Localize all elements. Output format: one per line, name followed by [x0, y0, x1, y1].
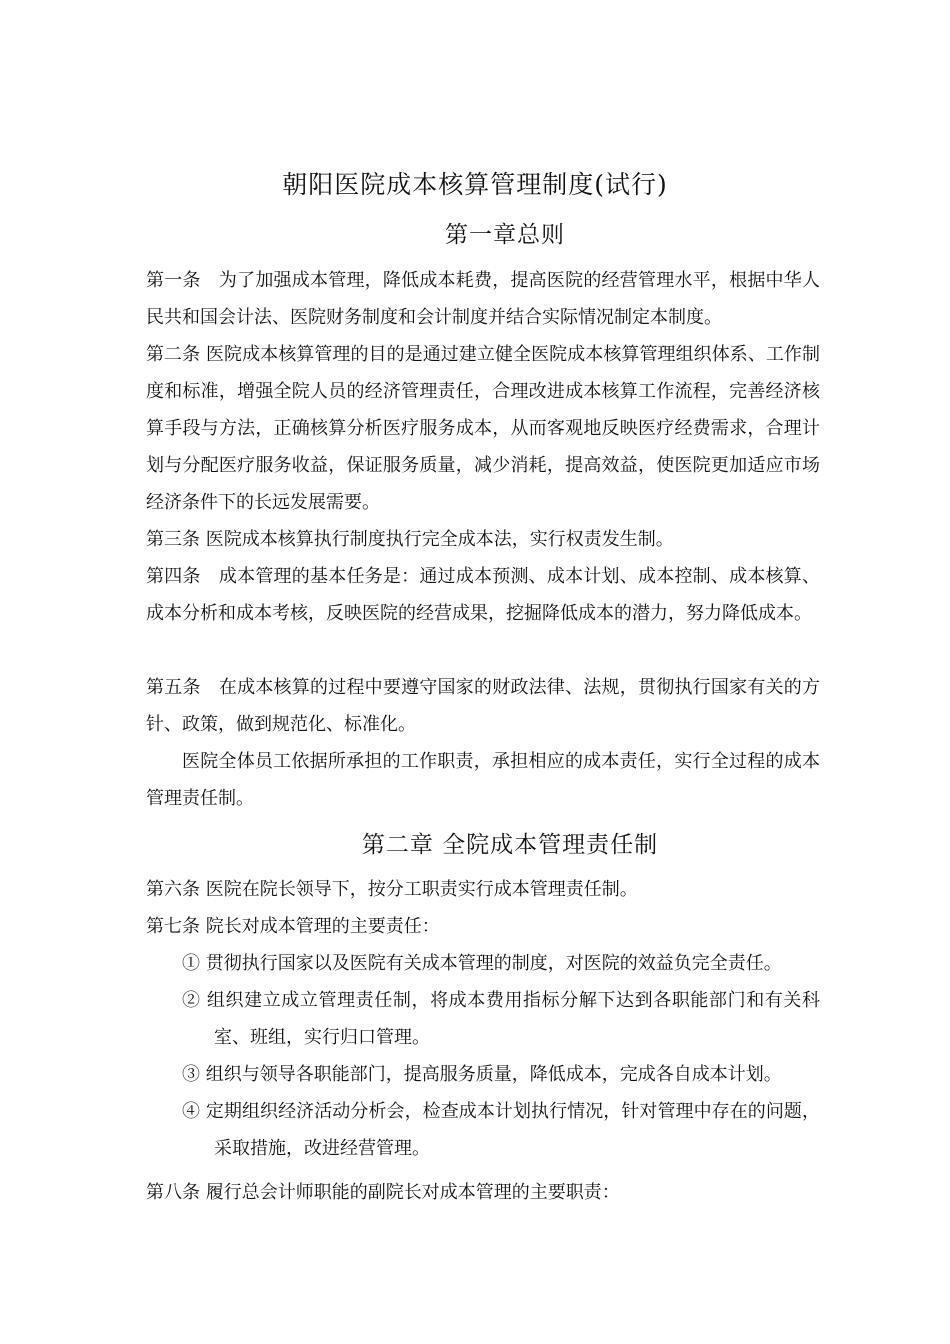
list-item: ① 贯彻执行国家以及医院有关成本管理的制度，对医院的效益负完全责任。 — [182, 953, 782, 974]
article-2: 第二条 医院成本核算管理的目的是通过建立健全医院成本核算管理组织体系、工作制度和标准，增强全院人员的经济管理责任，合理改进成本核算工作流程，完善经济核算手段与方法，正确核算分析医疗服务成本，从而客观地反映医疗经费需求，合理计划与分配医疗服务收益，保证服务质量，减少消耗，提高效益，使医院更加适应市场经济条件下的长远发展需要。 — [146, 344, 820, 513]
article-7: 第七条 院长对成本管理的主要责任： — [146, 916, 440, 937]
article-8: 第八条 履行总会计师职能的副院长对成本管理的主要职责： — [146, 1182, 620, 1203]
article-6: 第六条 医院在院长领导下，按分工职责实行成本管理责任制。 — [146, 879, 638, 900]
list-item: ② 组织建立成立管理责任制，将成本费用指标分解下达到各职能部门和有关科室、班组，实行归口管理。 — [182, 990, 820, 1048]
article-5-supplement: 医院全体员工依据所承担的工作职责，承担相应的成本责任，实行全过程的成本管理责任制。 — [146, 751, 820, 809]
article-1: 第一条 为了加强成本管理，降低成本耗费，提高医院的经营管理水平，根据中华人民共和国会计法、医院财务制度和会计制度并结合实际情况制定本制度。 — [146, 270, 820, 328]
document-title: 朝阳医院成本核算管理制度(试行) — [282, 170, 668, 199]
article-5: 第五条 在成本核算的过程中要遵守国家的财政法律、法规，贯彻执行国家有关的方针、政策，做到规范化、标准化。 — [146, 677, 820, 735]
article-3: 第三条 医院成本核算执行制度执行完全成本法，实行权责发生制。 — [146, 529, 674, 550]
list-item: ④ 定期组织经济活动分析会，检查成本计划执行情况，针对管理中存在的问题，采取措施，改进经营管理。 — [182, 1101, 820, 1159]
list-item: ③ 组织与领导各职能部门，提高服务质量，降低成本，完成各自成本计划。 — [182, 1064, 782, 1085]
chapter-1-heading: 第一章总则 — [445, 222, 565, 248]
chapter-2-heading: 第二章 全院成本管理责任制 — [361, 832, 659, 858]
article-4: 第四条 成本管理的基本任务是：通过成本预测、成本计划、成本控制、成本核算、成本分析和成本考核，反映医院的经营成果，挖掘降低成本的潜力，努力降低成本。 — [146, 566, 820, 624]
